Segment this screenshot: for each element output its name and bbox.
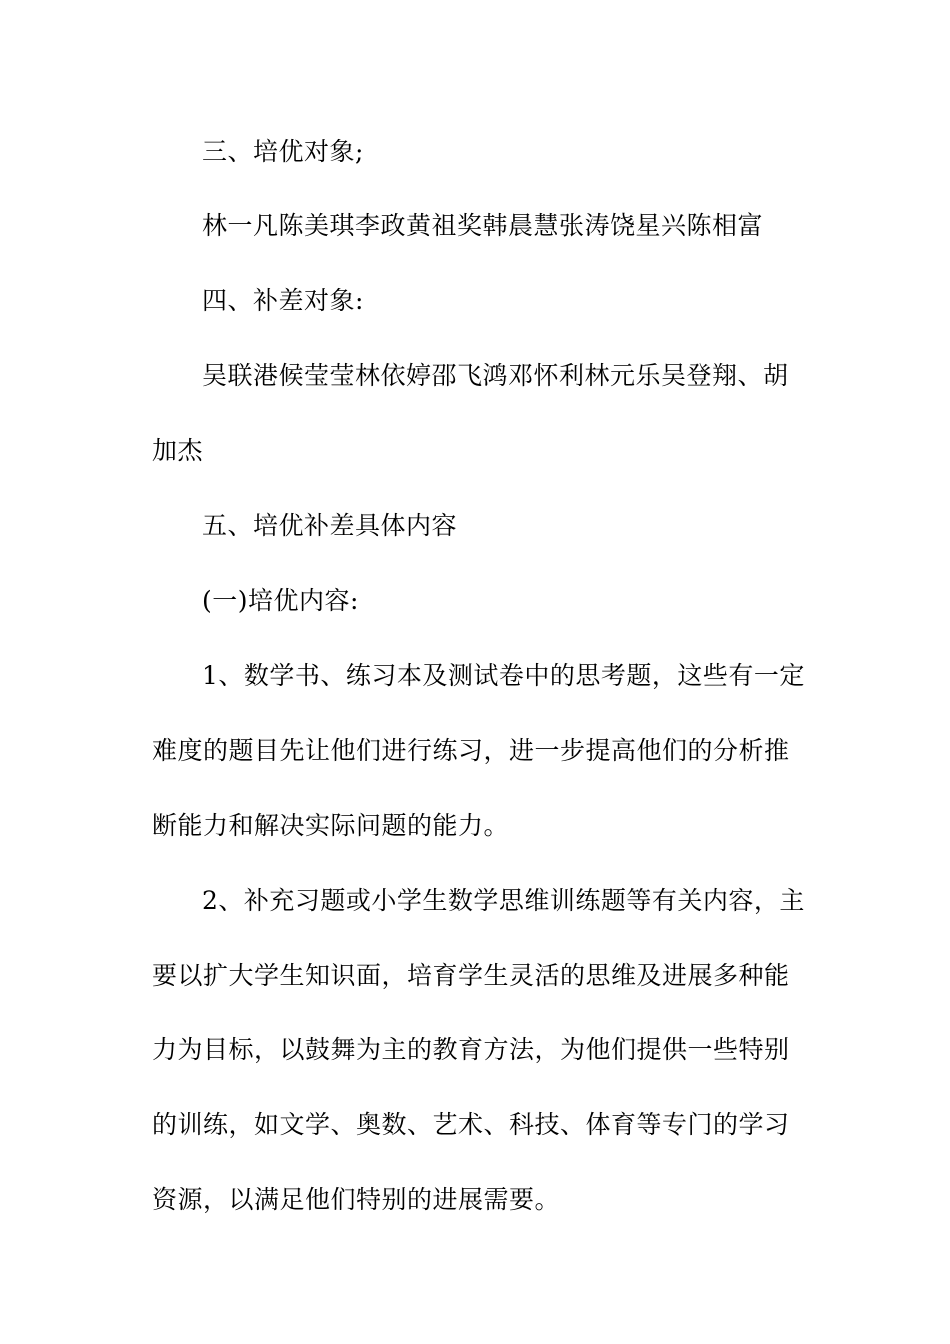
section-4-heading: 四、补差对象:	[202, 286, 364, 315]
paragraph-line: 的训练，如文学、奥数、艺术、科技、体育等专门的学习	[152, 1110, 790, 1139]
paragraph-line: 1、数学书、练习本及测试卷中的思考题，这些有一定	[202, 661, 805, 690]
paragraph-line: 断能力和解决实际问题的能力。	[152, 811, 510, 840]
section-4-names-line: 加杰	[152, 436, 204, 465]
section-3-heading: 三、培优对象;	[202, 137, 364, 166]
section-5-heading: 五、培优补差具体内容	[202, 511, 458, 540]
paragraph-line: 2、补充习题或小学生数学思维训练题等有关内容，主	[202, 886, 805, 915]
subsection-1-heading: (一)培优内容:	[202, 586, 359, 615]
section-4-names-line: 吴联港候莹莹林依婷邵飞鸿邓怀利林元乐吴登翔、胡	[202, 361, 789, 390]
paragraph-line: 力为目标，以鼓舞为主的教育方法，为他们提供一些特别	[152, 1035, 790, 1064]
section-3-names: 林一凡陈美琪李政黄祖奖韩晨慧张涛饶星兴陈相富	[202, 211, 764, 240]
paragraph-line: 资源，以满足他们特别的进展需要。	[152, 1185, 561, 1214]
paragraph-line: 要以扩大学生知识面，培育学生灵活的思维及进展多种能	[152, 961, 790, 990]
paragraph-line: 难度的题目先让他们进行练习，进一步提高他们的分析推	[152, 736, 790, 765]
